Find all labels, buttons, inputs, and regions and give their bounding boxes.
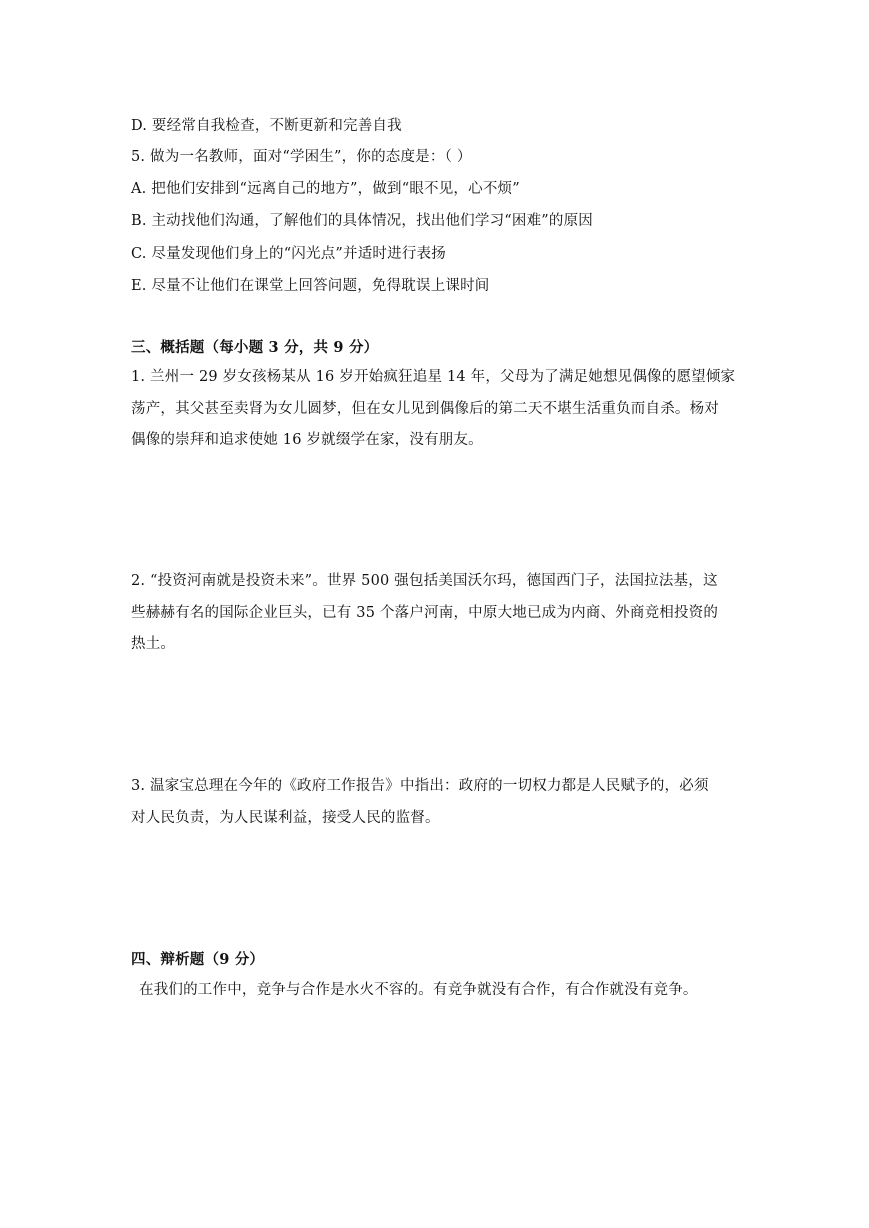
q5-option-e: E. 尽量不让他们在课堂上回答问题，免得耽误上课时间 [131,278,490,294]
q2-line: 些赫赫有名的国际企业巨头，已有 35 个落户河南，中原大地已成为内商、外商竞相投资的 [131,604,719,621]
section3-q1 [131,362,741,457]
q2-line: 2. “投资河南就是投资未来”。世界 500 强包括美国沃尔玛，德国西门子，法国拉法基，这 [131,573,718,589]
q3-line: 3. 温家宝总理在今年的《政府工作报告》中指出：政府的一切权力都是人民赋予的，必须 [131,778,709,794]
section4-heading: 四、辩析题（9 分） [131,951,265,968]
q5-stem: 5. 做为一名教师，面对“学困生”，你的态度是：（ ） [131,149,472,165]
q1-line: 偶像的崇拜和追求使她 16 岁就缀学在家，没有朋友。 [131,432,483,448]
q4-option-d: D. 要经常自我检查，不断更新和完善自我 [131,118,402,134]
section3-q3 [131,771,741,834]
section3-heading: 三、概括题（每小题 3 分，共 9 分） [131,339,379,356]
q2-line: 热土。 [131,636,176,652]
section3-q2 [131,566,741,661]
q5-option-a: A. 把他们安排到“远离自己的地方”，做到“眼不见，心不烦” [131,181,520,197]
q1-line: 荡产，其父甚至卖肾为女儿圆梦，但在女儿见到偶像后的第二天不堪生活重负而自杀。杨对 [131,400,719,417]
q5-option-b: B. 主动找他们沟通，了解他们的具体情况，找出他们学习“困难”的原因 [131,213,593,229]
q3-line: 对人民负责，为人民谋利益，接受人民的监督。 [131,809,440,826]
section4-statement: 在我们的工作中，竞争与合作是水火不容的。有竞争就没有合作，有合作就没有竞争。 [139,982,698,998]
q1-line: 1. 兰州一 29 岁女孩杨某从 16 岁开始疯狂追星 14 年，父母为了满足她想见偶像的愿望倾家 [131,369,736,385]
q5-option-c: C. 尽量发现他们身上的“闪光点”并适时进行表扬 [131,246,446,262]
